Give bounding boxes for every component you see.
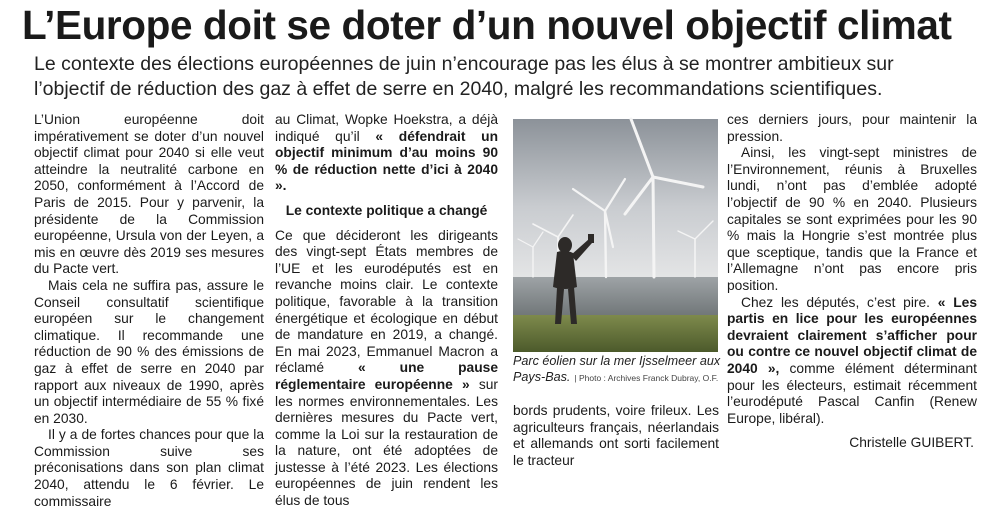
paragraph: Mais cela ne suffira pas, assure le Conseil consultatif scientifique européen sur le changement climatique. Il recommande une réduction de 90 % des émissions de gaz à effet de serre en 2040 par rapport aux niveaux de 1990, après un objectif intermédiaire de 55 % fixé en 2030. xyxy=(34,277,264,426)
quote: « Les partis en lice pour les européennes devraient clairement s’afficher pour ou contre ce nouvel objectif climat de 2040 », xyxy=(727,294,977,376)
column-4 xyxy=(727,112,977,462)
column-3 xyxy=(513,403,719,469)
text: au Climat, Wopke Hoekstra, a déjà indiqué qu’il xyxy=(275,112,498,144)
text: Ce que décideront les dirigeants des vingt-sept États membres de l’UE et les eurodéputés est en revanche moins clair. Le contexte politique, favorable à la transition énergétique et écologique en début de mandature en 2019, a changé. En mai 2023, Emmanuel Macron a réclamé xyxy=(275,227,498,376)
headline: L’Europe doit se doter d’un nouvel objectif climat xyxy=(22,2,952,48)
paragraph xyxy=(727,295,977,428)
subheading: Le contexte politique a changé xyxy=(285,202,488,218)
caption-text: Parc éolien sur la mer Ijsselmeer aux Pays-Bas. xyxy=(513,354,721,384)
column-1 xyxy=(34,112,264,509)
lede: Le contexte des élections européennes de juin n’encourage pas les élus à se montrer ambitieux sur l’objectif de réduction des gaz à effet de serre en 2040, malgré les recommandations scientifiques. xyxy=(34,53,894,100)
quote: « une pause réglementaire européenne » xyxy=(275,360,498,392)
text: comme élément déterminant pour les électeurs, estimait récemment l’eurodéputé Pascal Canfin (Renew Europe, libéral). xyxy=(727,360,977,426)
paragraph: bords prudents, voire frileux. Les agriculteurs français, néerlandais et allemands ont sorti facilement le tracteur xyxy=(513,403,719,468)
paragraph: L’Union européenne doit impérativement se doter d’un nouvel objectif climat pour 2040 si elle veut atteindre la neutralité carbone en 2050, conformément à l’Accord de Paris de 2015. Pour y parvenir, la présidente de la Commission européenne, Ursula von der Leyen, a mis en œuvre dès 2019 ses mesures du Pacte vert. xyxy=(34,112,264,277)
text: Chez les députés, c’est pire. xyxy=(741,294,931,310)
quote: « défendrait un objectif minimum d’au moins 90 % de réduction nette d’ici à 2040 ». xyxy=(275,128,499,194)
author-signature: Christelle GUIBERT. xyxy=(849,435,974,450)
paragraph xyxy=(275,112,498,195)
paragraph: Il y a de fortes chances pour que la Commission suive ses préconisations dans son plan climat 2040, attendu le 6 février. Le commissaire xyxy=(34,427,264,509)
photo-credit: | Photo : Archives Franck Dubray, O.F. xyxy=(574,372,719,383)
wind-farm-photo xyxy=(513,119,718,352)
text: sur les normes environnementales. Les dernières mesures du Pacte vert, comme la Loi sur la restauration de la nature, ont été adoptées de justesse à l’été 2023. Les élections européennes de juin rendent les élus de tous xyxy=(275,376,498,509)
photo-caption xyxy=(513,354,723,386)
wind-farm-illustration xyxy=(513,119,718,352)
paragraph xyxy=(275,228,498,510)
paragraph: ces derniers jours, pour maintenir la pression. xyxy=(727,112,977,144)
column-2 xyxy=(275,112,499,509)
paragraph: Ainsi, les vingt-sept ministres de l’Environnement, réunis à Bruxelles lundi, n’ont pas d’emblée adopté l’objectif de 90 % en 2040. Plusieurs capitales se sont exprimées pour les 90 % mais la Hongrie s’est montrée plus que sceptique, tandis que la France et l’Allemagne n’ont pas encore pris position. xyxy=(727,145,977,293)
